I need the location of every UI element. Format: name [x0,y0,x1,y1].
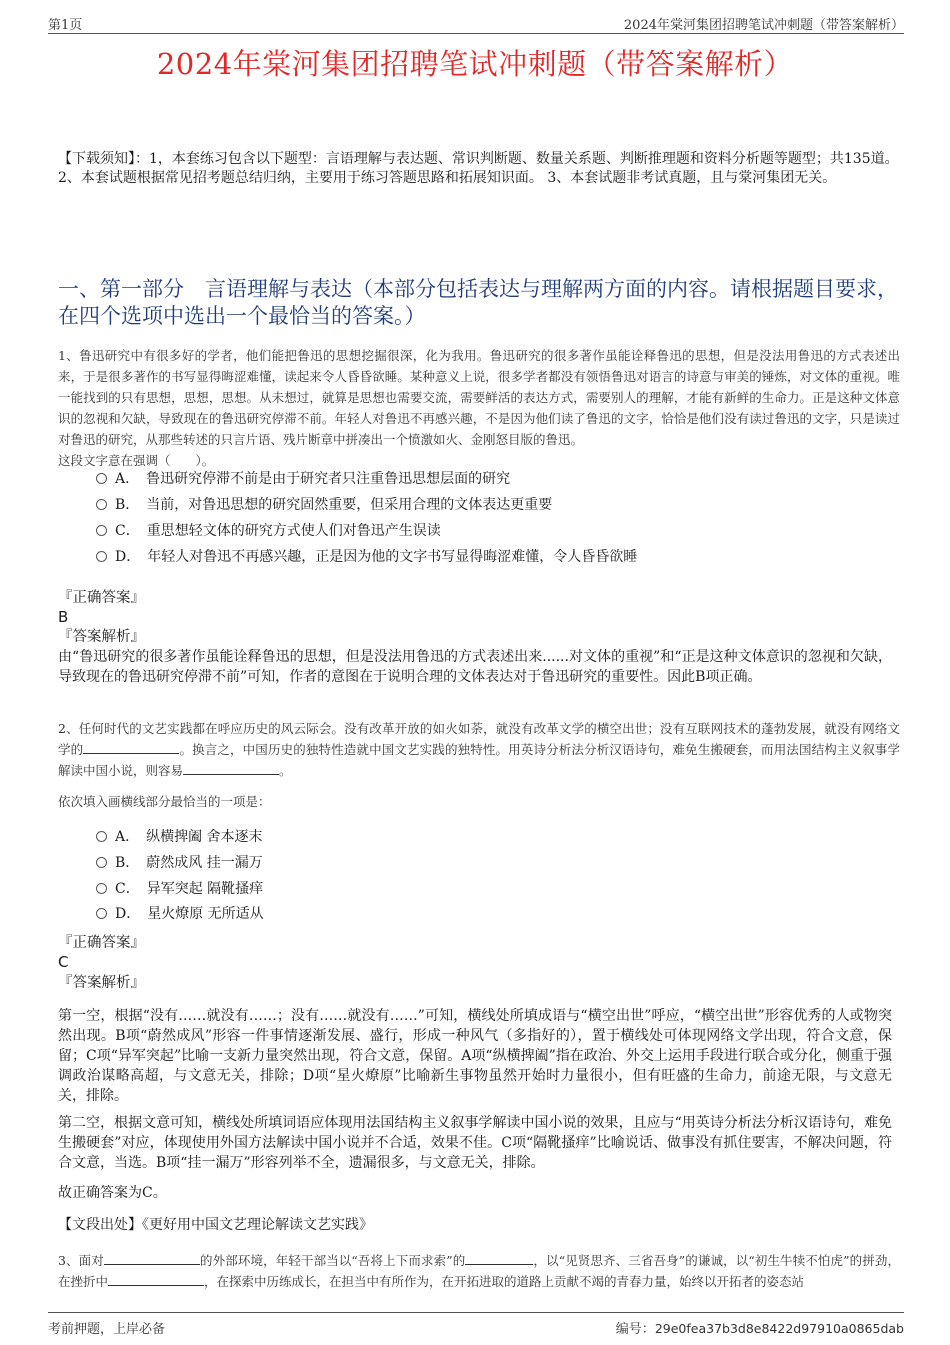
download-note: 【下载须知】：1，本套练习包含以下题型：言语理解与表达题、常识判断题、数量关系题、判断推理题和资料分析题等题型；共135道。 2、本套试题根据常见招考题总结归纳，主要用于练习答题思路和拓展知识面。 3、本套试题非考试真题，且与棠河集团无关。 [58,151,899,186]
question-2-option-a[interactable] [96,826,263,848]
fill-blank [104,1252,200,1265]
question-1-prompt: 这段文字意在强调（ ）。 [58,453,215,468]
question-2-option-b[interactable] [96,852,263,874]
footer-doc-id [616,1318,904,1337]
fill-blank [183,762,279,775]
question-2-option-d[interactable] [96,903,264,925]
footer-divider [48,1312,904,1313]
option-label: C． 异军突起 隔靴搔痒 [115,881,264,897]
question-2-text-a: 2、任何时代的文艺实践都在呼应历史的风云际会。没有改革开放的如火如荼，就没有改革文学的横空出世；没有互联网技术的蓬勃发展，就没有网络文学的 [58,721,900,757]
question-3-text-a: 3、面对 [58,1253,104,1268]
fill-blank [465,1252,533,1265]
option-label: D． 年轻人对鲁迅不再感兴趣，正是因为他的文字书写显得晦涩难懂，令人昏昏欲睡 [115,549,638,565]
question-1-correct-label: 『正确答案』 [58,590,145,606]
header-divider [48,33,904,34]
radio-icon[interactable] [96,857,107,868]
question-2-text-c: 。 [279,763,292,778]
section-title: 一、第一部分 言语理解与表达（本部分包括表达与理解两方面的内容。请根据题目要求，在四个选项中选出一个最恰当的答案。） [58,277,898,328]
question-2-prompt: 依次填入画横线部分最恰当的一项是： [58,794,271,809]
footer-id-code: 29e0fea37b3d8e8422d97910a0865dab [654,1321,904,1336]
option-label: A． 纵横捭阖 舍本逐末 [115,829,263,845]
question-2-conclusion: 故正确答案为C。 [58,1185,167,1201]
question-1-stem [58,345,900,471]
question-1-analysis: 由“鲁迅研究的很多著作虽能诠释鲁迅的思想，但是没法用鲁迅的方式表述出来......对文体的重视”和“正是这种文体意识的忽视和欠缺，导致现在的鲁迅研究停滞不前”可知，作者的意图在于说明合理的文体表达对于鲁迅研究的重要性。因此B项正确。 [58,649,892,685]
question-3-stem [58,1250,900,1292]
question-2-text-b: 。换言之，中国历史的独特性造就中国文艺实践的独特性。用英诗分析法分析汉语诗句，难免生搬硬套，而用法国结构主义叙事学解读中国小说，则容易 [58,742,900,778]
question-2-source: 【文段出处】《更好用中国文艺理论解读文艺实践》 [58,1217,373,1233]
header-doc-title: 2024年棠河集团招聘笔试冲刺题（带答案解析） [623,18,904,33]
question-2-correct-label: 『正确答案』 [58,935,145,951]
question-3-text-b: 的外部环境，年轻干部当以“吾将上下而求索”的 [199,1253,466,1268]
question-2-stem [58,718,900,781]
question-2-analysis-p1: 第一空，根据“没有……就没有……；没有……就没有……”可知，横线处所填成语与“横空出世”呼应，“横空出世”形容优秀的人或物突然出现。B项“蔚然成风”形容一件事情逐渐发展、盛行，形成一种风气（多指好的），置于横线处可体现网络文学出现，符合文意，保留；C项“异军突起”比喻一支新力量突然出现，符合文意，保留。A项“纵横捭阖”指在政治、外交上运用手段进行联合或分化，侧重于强调政治谋略高超，与文意无关，排除；D项“星火燎原”比喻新生事物虽然开始时力量很小，但有旺盛的生命力，前途无限，与文意无关，排除。 [58,1008,892,1104]
radio-icon[interactable] [96,883,107,894]
question-2-option-c[interactable] [96,878,263,900]
question-1-option-d[interactable] [96,546,637,568]
option-label: D． 星火燎原 无所适从 [115,906,264,922]
page-title: 2024年棠河集团招聘笔试冲刺题（带答案解析） [156,47,794,81]
option-label: B． 蔚然成风 挂一漏万 [115,855,263,871]
option-label: B． 当前，对鲁迅思想的研究固然重要，但采用合理的文体表达更重要 [115,497,553,513]
radio-icon[interactable] [96,908,107,919]
question-1-option-c[interactable] [96,520,441,542]
fill-blank [108,1273,204,1286]
footer-id-label: 编号： [615,1322,655,1337]
question-1-option-a[interactable] [96,468,510,490]
footer-slogan: 考前押题，上岸必备 [48,1322,166,1337]
radio-icon[interactable] [96,473,107,484]
question-3-text-c: ，以“见贤思齐、三省吾身”的谦诚，以“初生牛犊不怕虎”的拼劲，在挫折中 [58,1253,900,1289]
question-2-answer: C [58,953,69,971]
option-label: A． 鲁迅研究停滞不前是由于研究者只注重鲁迅思想层面的研究 [115,471,511,487]
radio-icon[interactable] [96,525,107,536]
radio-icon[interactable] [96,551,107,562]
question-1-analysis-label: 『答案解析』 [58,629,145,645]
question-2-analysis-label: 『答案解析』 [58,975,145,991]
question-1-option-b[interactable] [96,494,552,516]
option-label: C． 重思想轻文体的研究方式使人们对鲁迅产生误读 [115,523,441,539]
question-3-text-d: ，在探索中历练成长，在担当中有所作为，在开拓进取的道路上贡献不竭的青春力量，始终以开拓者的姿态站 [204,1274,805,1289]
radio-icon[interactable] [96,831,107,842]
question-1-text: 1、鲁迅研究中有很多好的学者，他们能把鲁迅的思想挖掘很深，化为我用。鲁迅研究的很多著作虽能诠释鲁迅的思想，但是没法用鲁迅的方式表述出来，于是很多著作的书写显得晦涩难懂，读起来令人昏昏欲睡。某种意义上说，很多学者都没有领悟鲁迅对语言的诗意与审美的锤炼，对文体的重视。唯一能找到的只有思想，思想，思想。从未想过，就算是思想也需要交流，需要鲜活的表达方式，需要别人的理解，才能有新鲜的生命力。正是这种文体意识的忽视和欠缺，导致现在的鲁迅研究停滞不前。年轻人对鲁迅不再感兴趣，不是因为他们读了鲁迅的文字，恰恰是他们没有读过鲁迅的文字，只是读过对鲁迅的研究，从那些转述的只言片语、残片断章中拼凑出一个愤激如火、金刚怒目版的鲁迅。 [58,348,900,447]
radio-icon[interactable] [96,499,107,510]
question-2-analysis-p2: 第二空，根据文意可知，横线处所填词语应体现用法国结构主义叙事学解读中国小说的效果，且应与“用英诗分析法分析汉语诗句，难免生搬硬套”对应，体现使用外国方法解读中国小说并不合适，效果不佳。C项“隔靴搔痒”比喻说话、做事没有抓住要害，不解决问题，符合文意，当选。B项“挂一漏万”形容列举不全，遗漏很多，与文意无关，排除。 [58,1115,892,1171]
question-1-answer: B [58,608,69,626]
fill-blank [83,741,179,754]
page-number: 第1页 [48,18,83,33]
